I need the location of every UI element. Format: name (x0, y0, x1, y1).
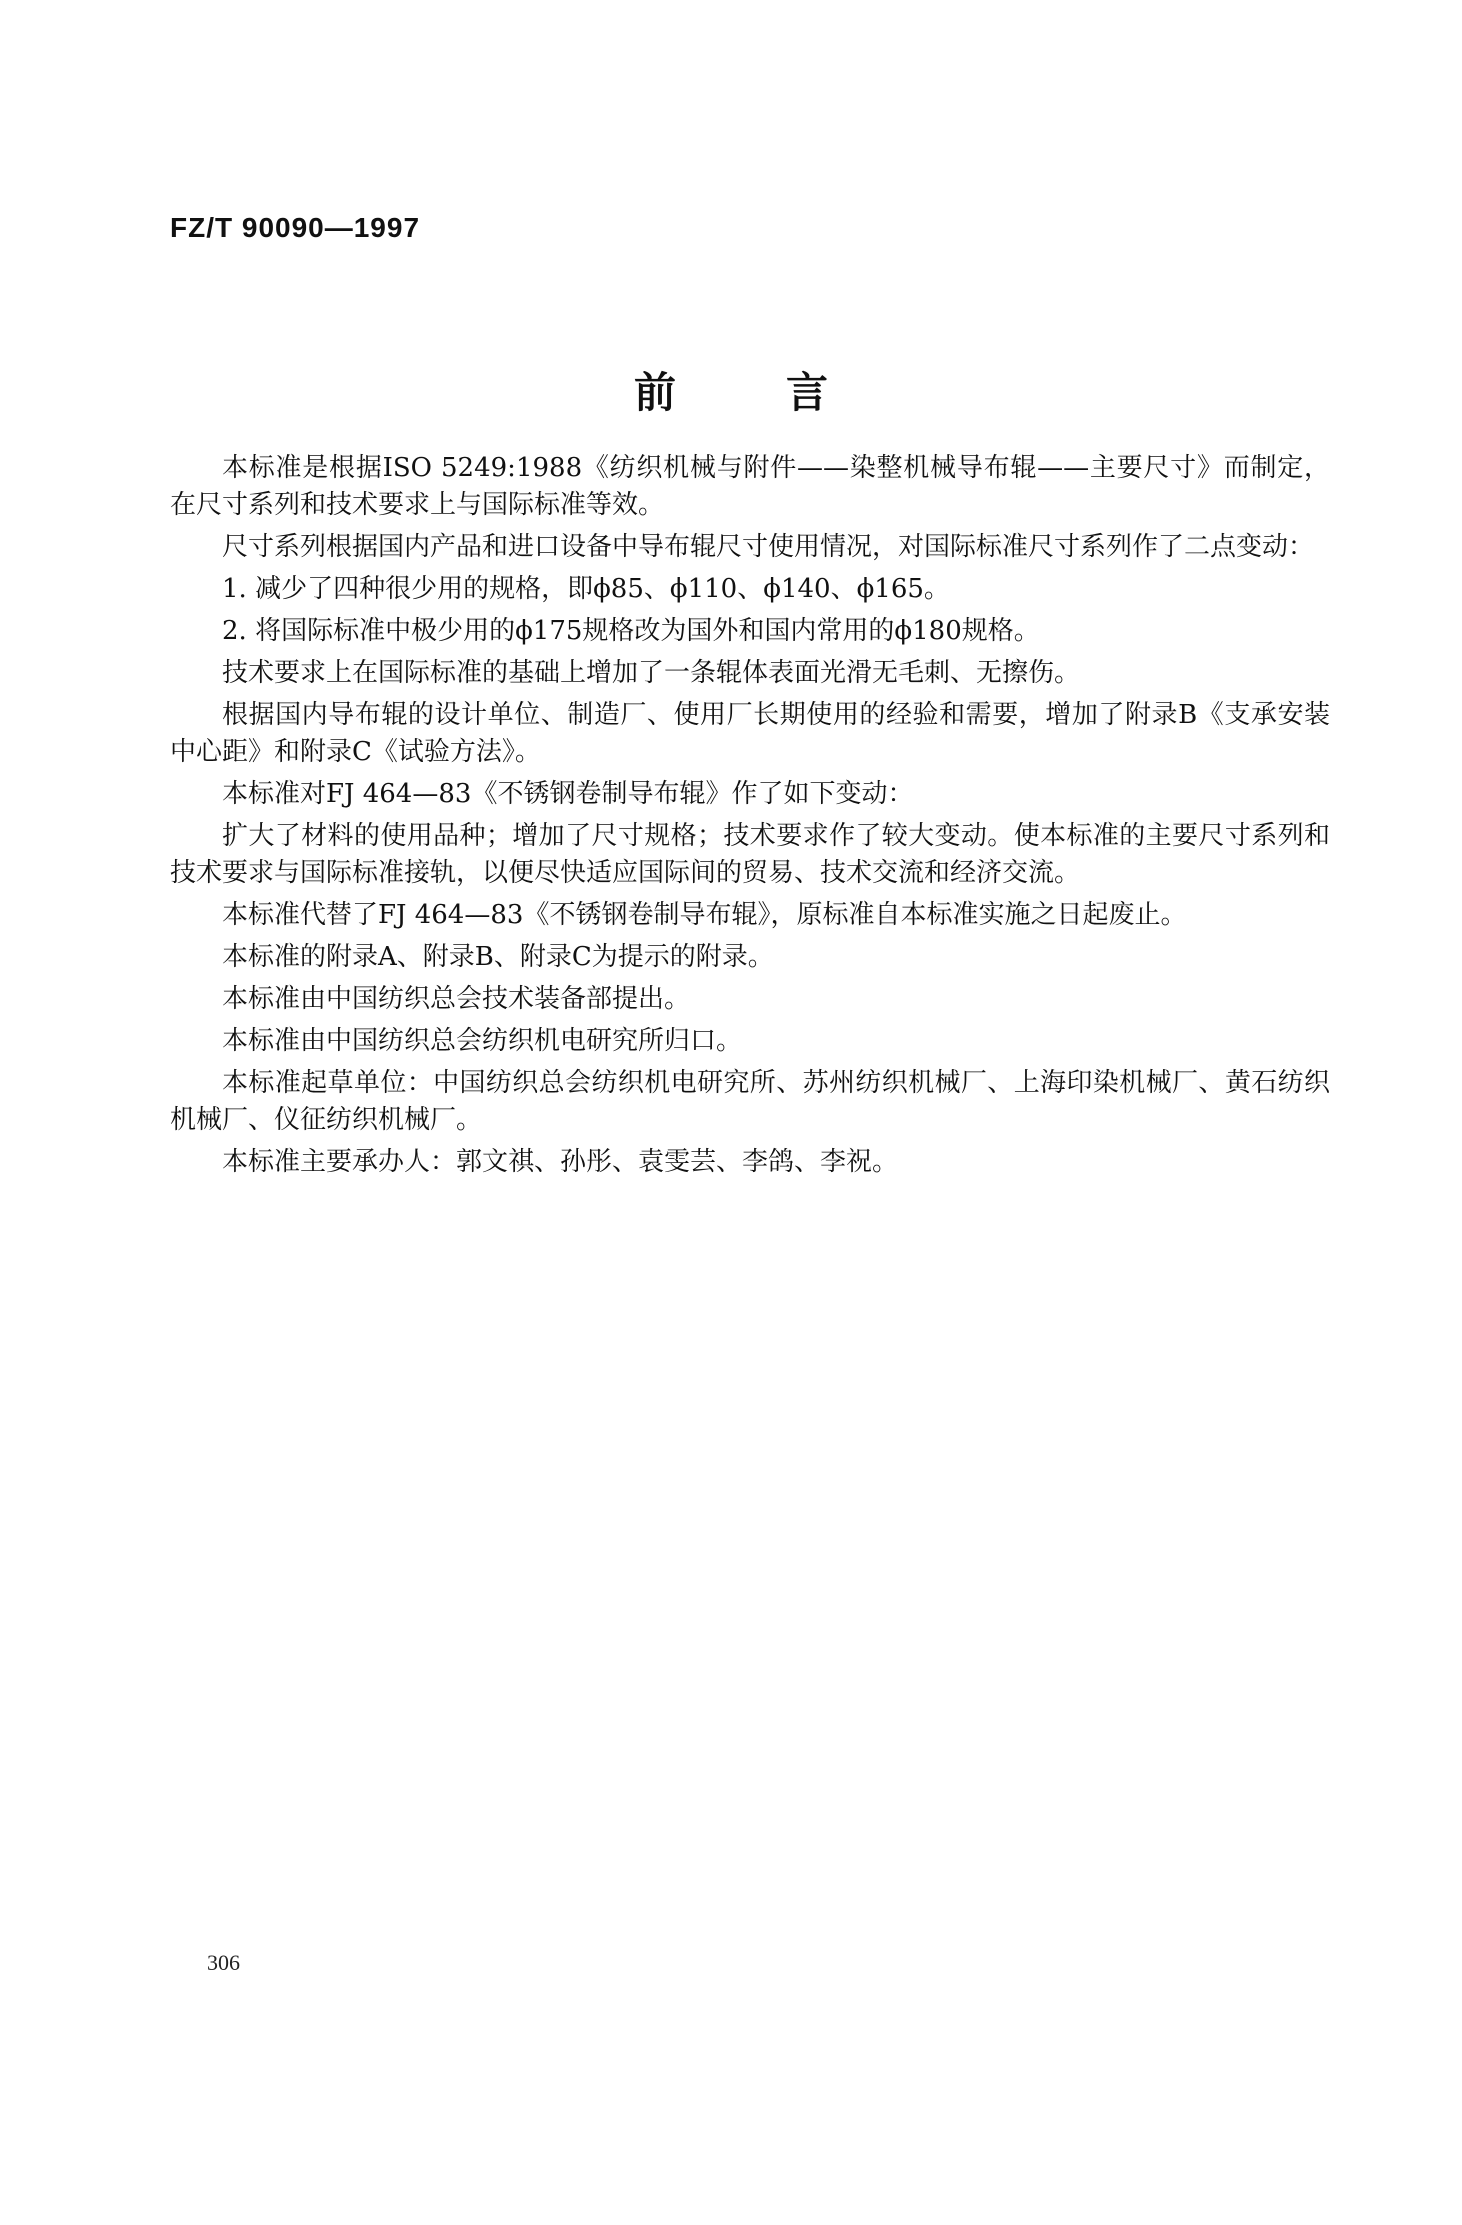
paragraph-replacement: 本标准代替了FJ 464—83《不锈钢卷制导布辊》，原标准自本标准实施之日起废止。 (222, 900, 1187, 930)
paragraph-tech-requirement: 技术要求上在国际标准的基础上增加了一条辊体表面光滑无毛刺、无擦伤。 (222, 658, 1081, 688)
standard-code: FZ/T 90090—1997 (170, 212, 421, 243)
paragraph-under-jurisdiction: 本标准由中国纺织总会纺织机电研究所归口。 (222, 1026, 743, 1056)
paragraph-appendices-added: 根据国内导布辊的设计单位、制造厂、使用厂长期使用的经验和需要，增加了附录B《支承安装中心距》和附录C《试验方法》。 (170, 700, 1330, 767)
paragraph-drafters: 本标准主要承办人：郭文祺、孙彤、袁雯芸、李鸽、李祝。 (222, 1147, 899, 1177)
paragraph-change-1: 1. 减少了四种很少用的规格，即ϕ85、ϕ110、ϕ140、ϕ165。 (222, 574, 950, 604)
paragraph-size-changes: 尺寸系列根据国内产品和进口设备中导布辊尺寸使用情况，对国际标准尺寸系列作了二点变动： (222, 532, 1315, 562)
page-number: 306 (207, 1950, 240, 1975)
page-title: 前言 (633, 368, 938, 417)
paragraph-expansion: 扩大了材料的使用品种；增加了尺寸规格；技术要求作了较大变动。使本标准的主要尺寸系列和技术要求与国际标准接轨，以便尽快适应国际间的贸易、技术交流和经济交流。 (170, 821, 1330, 888)
paragraph-proposed-by: 本标准由中国纺织总会技术装备部提出。 (222, 984, 691, 1014)
paragraph-change-2: 2. 将国际标准中极少用的ϕ175规格改为国外和国内常用的ϕ180规格。 (222, 616, 1040, 646)
paragraph-drafting-units: 本标准起草单位：中国纺织总会纺织机电研究所、苏州纺织机械厂、上海印染机械厂、黄石纺织机械厂、仪征纺织机械厂。 (170, 1068, 1330, 1135)
paragraph-informative-appendices: 本标准的附录A、附录B、附录C为提示的附录。 (222, 942, 774, 972)
paragraph-basis: 本标准是根据ISO 5249:1988《纺织机械与附件——染整机械导布辊——主要尺寸》而制定，在尺寸系列和技术要求上与国际标准等效。 (170, 453, 1330, 520)
paragraph-fj-changes: 本标准对FJ 464—83《不锈钢卷制导布辊》作了如下变动： (222, 779, 914, 809)
foreword-body (170, 450, 1330, 1186)
